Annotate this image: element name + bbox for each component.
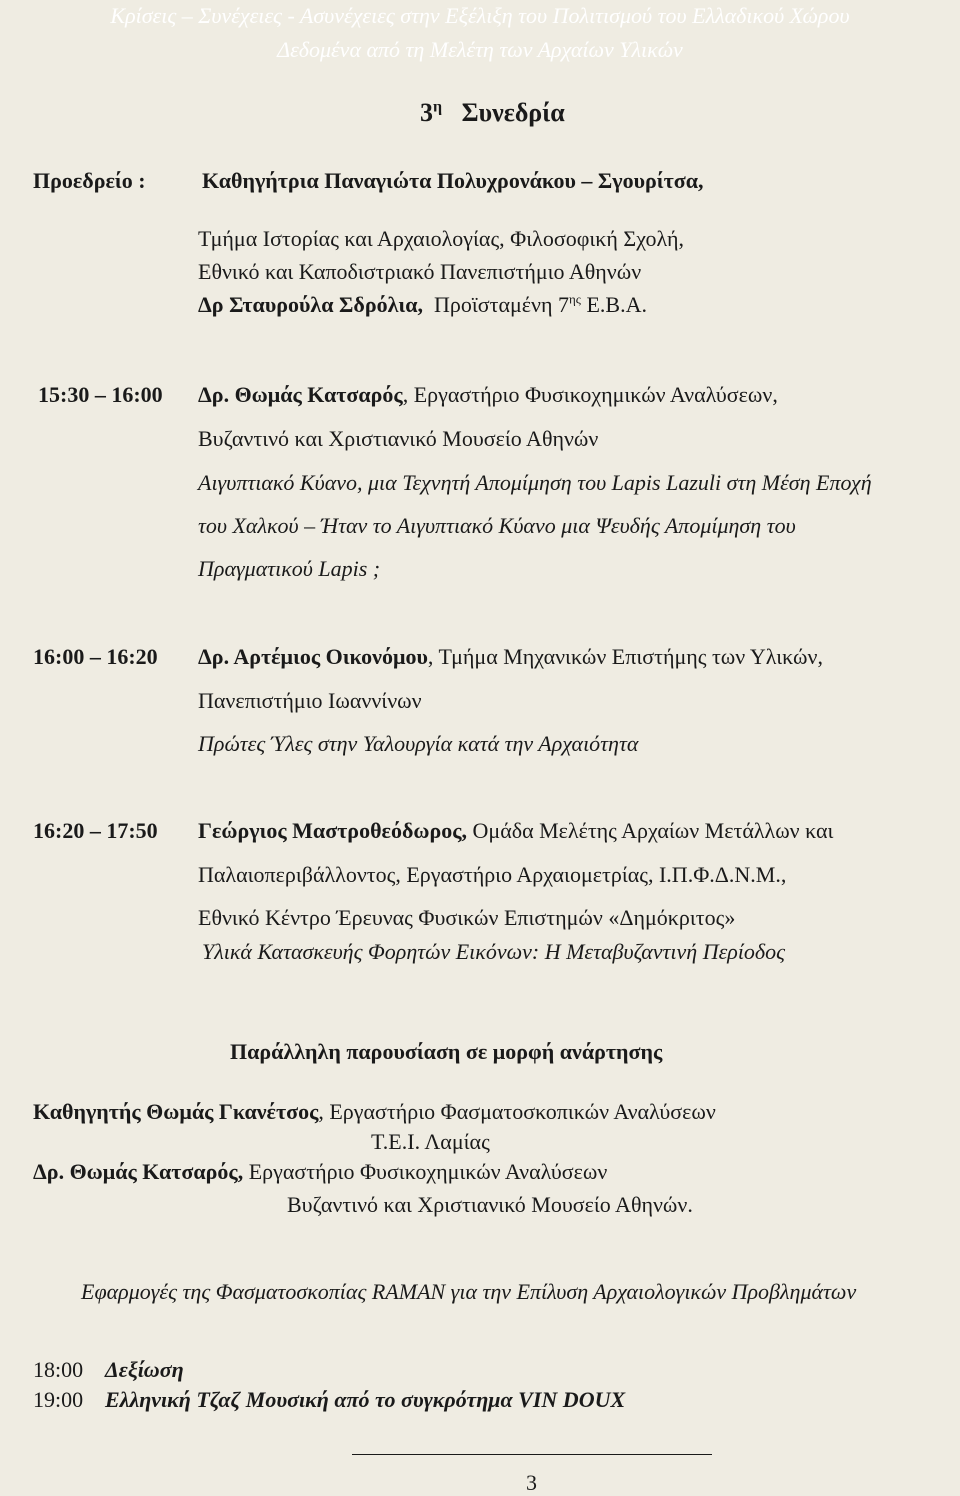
talk1-affil-line1: , Εργαστήριο Φυσικοχημικών Αναλύσεων, [402, 382, 778, 407]
closing2-time: 19:00 [33, 1387, 84, 1412]
chair-affil1-line1: Τμήμα Ιστορίας και Αρχαιολογίας, Φιλοσοφική Σχολή, [198, 226, 684, 251]
talk1-time: 15:30 – 16:00 [38, 382, 163, 407]
chair-affil2-sup: ης [569, 291, 581, 307]
poster-author2: Δρ. Θωμάς Κατσαρός, [33, 1159, 244, 1184]
chair-person2: Δρ Σταυρούλα Σδρόλια, [198, 292, 423, 317]
talk1-title-line2: του Χαλκού – Ήταν το Αιγυπτιακό Κύανο μια Ψευδής Απομίμηση του [198, 513, 796, 538]
poster-author2-affil2: Βυζαντινό και Χριστιανικό Μουσείο Αθηνών. [287, 1192, 693, 1217]
poster-author1-affil: , Εργαστήριο Φασματοσκοπικών Αναλύσεων [318, 1099, 716, 1124]
closing1-event: Δεξίωση [105, 1357, 184, 1382]
talk1-affil-line2: Βυζαντινό και Χριστιανικό Μουσείο Αθηνών [198, 426, 599, 451]
poster-author2-line [33, 1159, 607, 1185]
talk3-time: 16:20 – 17:50 [33, 818, 158, 843]
talk2-affil-line2: Πανεπιστήμιο Ιωαννίνων [198, 688, 422, 713]
talk3-affil-line1: Ομάδα Μελέτης Αρχαίων Μετάλλων και [467, 818, 834, 843]
poster-author1: Καθηγητής Θωμάς Γκανέτσος [33, 1099, 319, 1124]
poster-author2-affil: Εργαστήριο Φυσικοχημικών Αναλύσεων [243, 1159, 608, 1184]
talk1-speaker: Δρ. Θωμάς Κατσαρός [198, 382, 403, 407]
talk3-speaker: Γεώργιος Μαστροθεόδωρος, [198, 818, 468, 843]
footer-rule [352, 1454, 712, 1455]
talk1-speaker-line [198, 382, 778, 408]
closing1-time: 18:00 [33, 1357, 84, 1382]
chair-affil2-post: Ε.Β.Α. [580, 292, 647, 317]
poster-author1-affil2: Τ.Ε.Ι. Λαμίας [371, 1129, 490, 1154]
session-label: Συνεδρία [461, 98, 565, 127]
chair-person1: Καθηγήτρια Παναγιώτα Πολυχρονάκου – Σγουρίτσα, [202, 168, 704, 193]
talk2-title-line1: Πρώτες Ύλες στην Υαλουργία κατά την Αρχαιότητα [198, 731, 639, 756]
talk3-title-line1: Υλικά Κατασκευής Φορητών Εικόνων: Η Μεταβυζαντινή Περίοδος [202, 939, 786, 964]
chair-label: Προεδρείο : [33, 168, 146, 193]
talk2-speaker: Δρ. Αρτέμιος Οικονόμου [198, 644, 428, 669]
page-number: 3 [526, 1470, 537, 1495]
talk3-affil-line2: Παλαιοπεριβάλλοντος, Εργαστήριο Αρχαιομετρίας, Ι.Π.Φ.Δ.Ν.Μ., [198, 862, 787, 887]
chair-affil2-pre: Προϊσταμένη 7 [434, 292, 569, 317]
poster-title: Εφαρμογές της Φασματοσκοπίας RAMAN για την Επίλυση Αρχαιολογικών Προβλημάτων [81, 1279, 857, 1304]
session-title [420, 98, 565, 128]
header-title-line2: Δεδομένα από τη Μελέτη των Αρχαίων Υλικών [277, 37, 683, 62]
talk1-title-line1: Αιγυπτιακό Κύανο, μια Τεχνητή Απομίμηση του Lapis Lazuli στη Μέση Εποχή [198, 470, 872, 495]
chair-affil1-line2: Εθνικό και Καποδιστριακό Πανεπιστήμιο Αθηνών [198, 259, 642, 284]
closing2-event: Ελληνική Τζαζ Μουσική από το συγκρότημα VIN DOUX [105, 1387, 626, 1412]
session-number: 3 [420, 98, 433, 127]
poster-author1-line [33, 1099, 716, 1125]
talk2-time: 16:00 – 16:20 [33, 644, 158, 669]
talk3-affil-line3: Εθνικό Κέντρο Έρευνας Φυσικών Επιστημών «Δημόκριτος» [198, 905, 736, 930]
header-title-line1: Κρίσεις – Συνέχειες - Ασυνέχειες στην Εξέλιξη του Πολιτισμού του Ελλαδικού Χώρου [110, 3, 850, 28]
chair-person2-line [198, 292, 647, 318]
talk1-title-line3: Πραγματικού Lapis ; [198, 556, 381, 581]
poster-heading: Παράλληλη παρουσίαση σε μορφή ανάρτησης [230, 1039, 663, 1064]
talk3-speaker-line [198, 818, 833, 844]
session-number-suffix: η [433, 98, 443, 116]
talk2-affil-line1: , Τμήμα Μηχανικών Επιστήμης των Υλικών, [427, 644, 823, 669]
talk2-speaker-line [198, 644, 823, 670]
